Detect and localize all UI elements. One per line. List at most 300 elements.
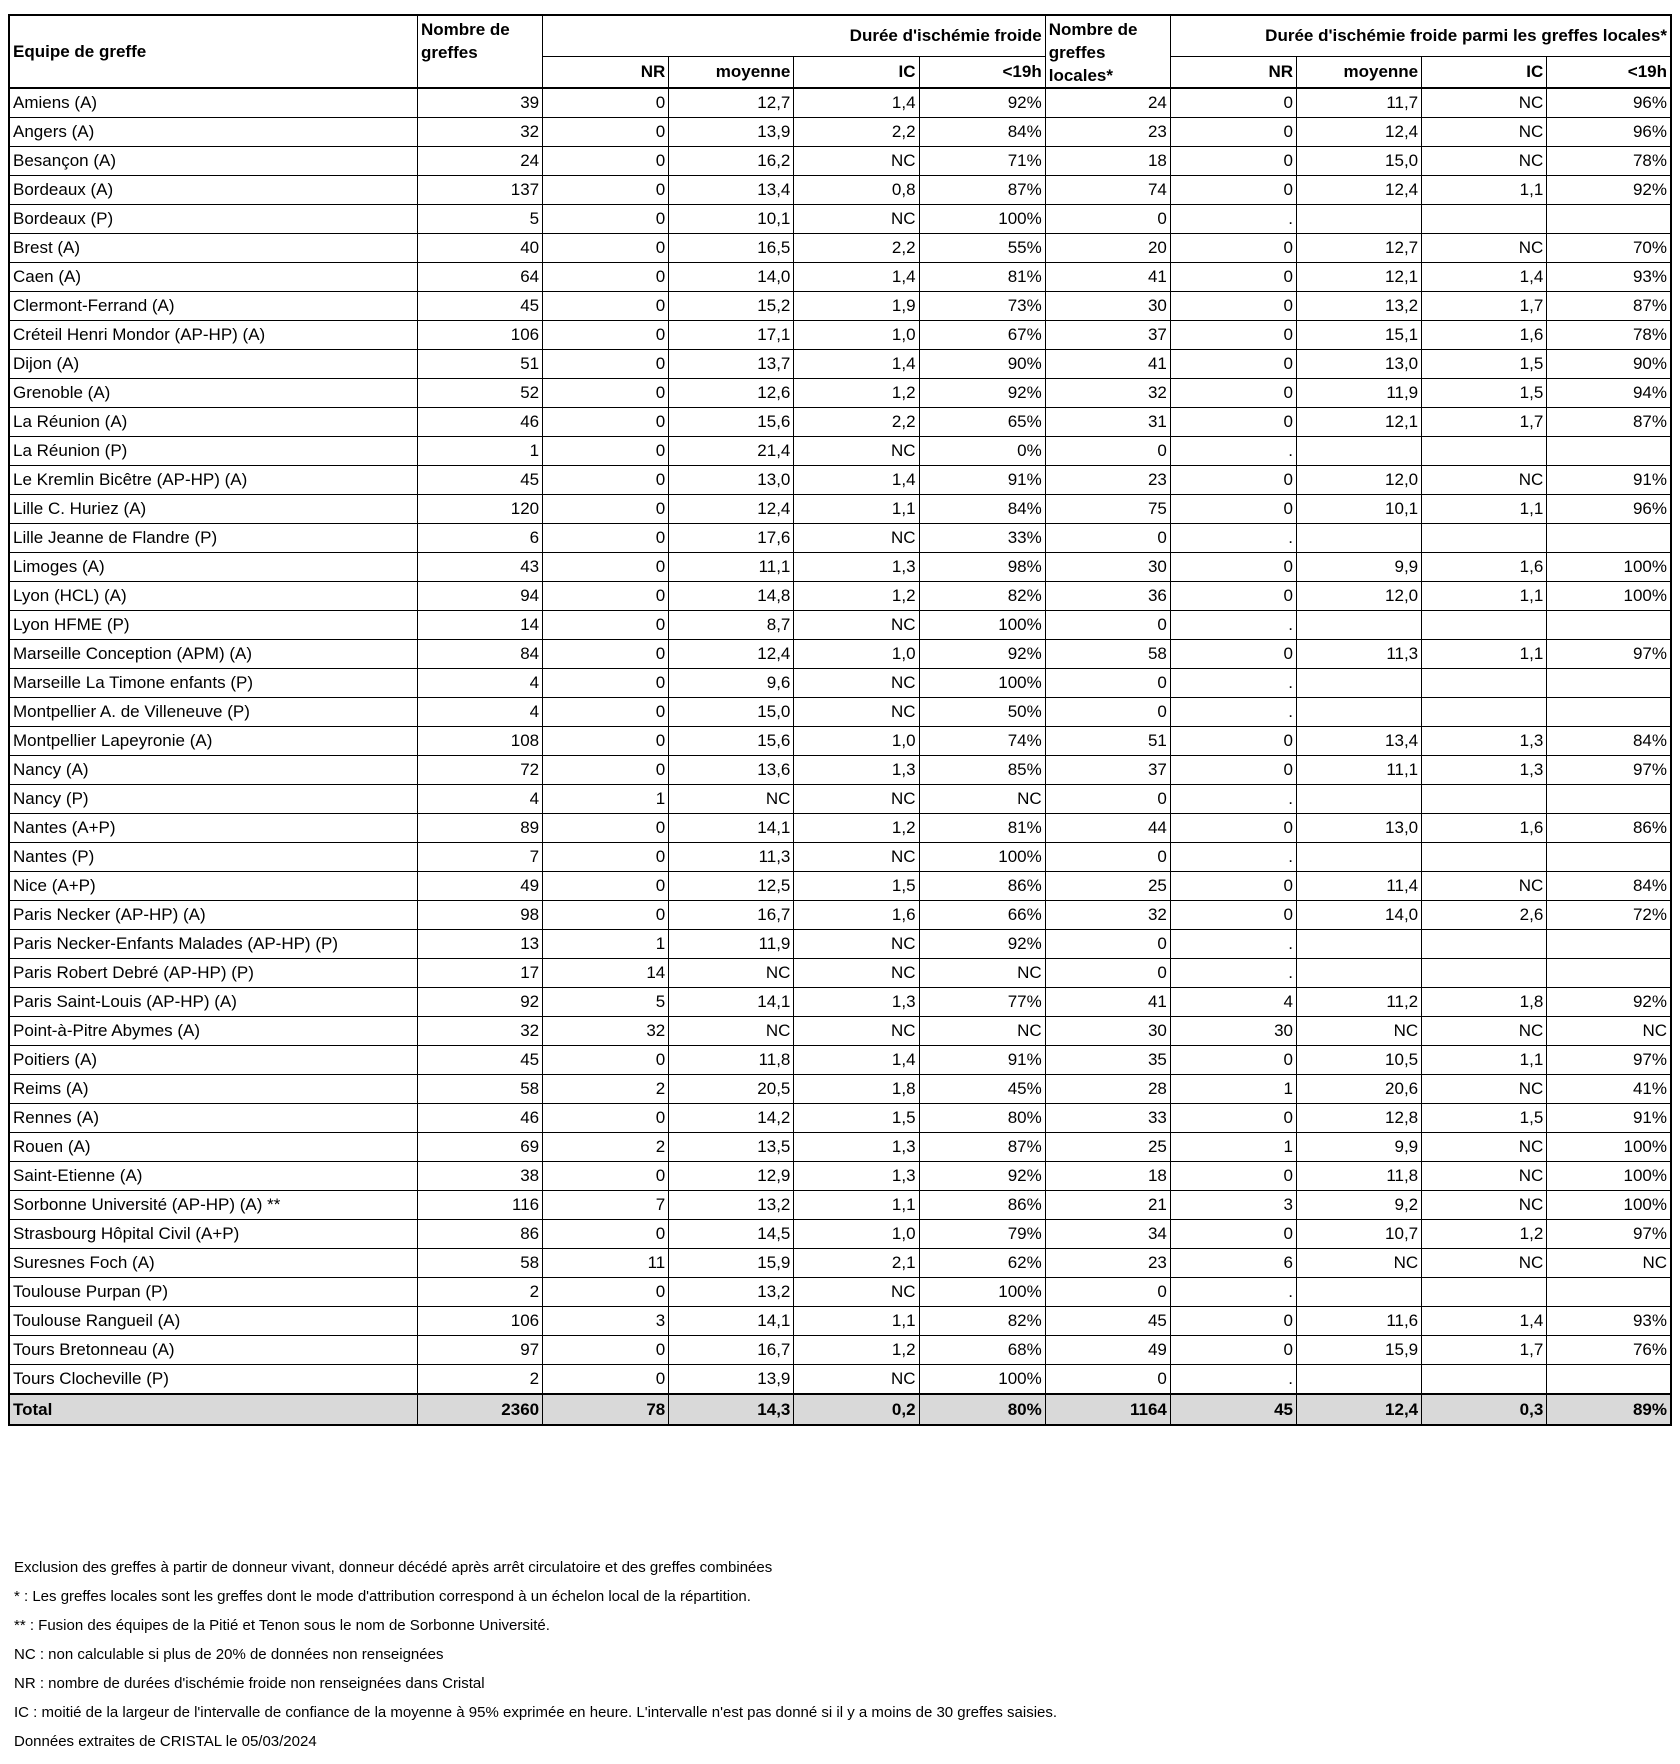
value-cell: 23	[1045, 118, 1170, 147]
value-cell: 14,0	[1297, 901, 1422, 930]
value-cell: 30	[1045, 553, 1170, 582]
value-cell: 0	[1170, 901, 1296, 930]
total-label-cell: Total	[9, 1394, 417, 1425]
value-cell: 1	[543, 930, 669, 959]
table-row	[9, 263, 1671, 292]
value-cell: 5	[417, 205, 542, 234]
table-row	[9, 1046, 1671, 1075]
value-cell: 1,5	[794, 1104, 919, 1133]
table-row	[9, 466, 1671, 495]
team-name-cell: Montpellier Lapeyronie (A)	[9, 727, 417, 756]
value-cell: 91%	[919, 1046, 1045, 1075]
value-cell: 0	[543, 727, 669, 756]
value-cell: 1,1	[1422, 582, 1547, 611]
value-cell: 12,4	[669, 640, 794, 669]
table-row	[9, 1191, 1671, 1220]
value-cell: 20,6	[1297, 1075, 1422, 1104]
value-cell: 67%	[919, 321, 1045, 350]
value-cell: 1	[543, 785, 669, 814]
value-cell: 0	[1170, 1307, 1296, 1336]
value-cell: 11,9	[669, 930, 794, 959]
value-cell: 0	[1045, 205, 1170, 234]
value-cell: 0	[543, 1220, 669, 1249]
value-cell: .	[1170, 698, 1296, 727]
value-cell: 12,1	[1297, 263, 1422, 292]
value-cell	[1547, 669, 1671, 698]
value-cell: 45	[417, 466, 542, 495]
header-local-ic: IC	[1422, 56, 1547, 88]
team-name-cell: Clermont-Ferrand (A)	[9, 292, 417, 321]
value-cell: 0	[543, 1278, 669, 1307]
value-cell: 58	[417, 1075, 542, 1104]
value-cell: 92%	[1547, 988, 1671, 1017]
value-cell: 0	[543, 1162, 669, 1191]
value-cell: 0	[543, 814, 669, 843]
value-cell: 86%	[1547, 814, 1671, 843]
value-cell: 0	[543, 582, 669, 611]
value-cell: 97%	[1547, 1220, 1671, 1249]
team-name-cell: Rennes (A)	[9, 1104, 417, 1133]
value-cell: 12,6	[669, 379, 794, 408]
value-cell: 0	[1170, 88, 1296, 118]
value-cell: 1,5	[794, 872, 919, 901]
value-cell: 10,5	[1297, 1046, 1422, 1075]
value-cell: 45	[417, 1046, 542, 1075]
value-cell: 87%	[1547, 292, 1671, 321]
value-cell	[1422, 524, 1547, 553]
value-cell: 137	[417, 176, 542, 205]
value-cell: 0	[1045, 611, 1170, 640]
value-cell: 0	[1170, 176, 1296, 205]
value-cell: 1,6	[1422, 321, 1547, 350]
value-cell: 41	[1045, 988, 1170, 1017]
value-cell: 1,6	[1422, 553, 1547, 582]
value-cell: 0	[1170, 553, 1296, 582]
value-cell: 1,0	[794, 321, 919, 350]
value-cell: 100%	[1547, 1191, 1671, 1220]
value-cell: .	[1170, 611, 1296, 640]
team-name-cell: Reims (A)	[9, 1075, 417, 1104]
value-cell: 3	[543, 1307, 669, 1336]
value-cell: 1,0	[794, 727, 919, 756]
value-cell: NC	[1422, 118, 1547, 147]
value-cell: 0	[543, 176, 669, 205]
value-cell: 1,6	[1422, 814, 1547, 843]
value-cell: 1,8	[1422, 988, 1547, 1017]
value-cell: .	[1170, 785, 1296, 814]
value-cell: 100%	[919, 611, 1045, 640]
value-cell: 14,1	[669, 988, 794, 1017]
value-cell: 8,7	[669, 611, 794, 640]
value-cell	[1297, 611, 1422, 640]
team-name-cell: La Réunion (A)	[9, 408, 417, 437]
value-cell: 16,5	[669, 234, 794, 263]
value-cell: 32	[1045, 901, 1170, 930]
team-name-cell: Paris Robert Debré (AP-HP) (P)	[9, 959, 417, 988]
value-cell: 84%	[919, 118, 1045, 147]
value-cell: 66%	[919, 901, 1045, 930]
value-cell: 100%	[1547, 582, 1671, 611]
value-cell: 86	[417, 1220, 542, 1249]
value-cell: 13,0	[1297, 814, 1422, 843]
value-cell: 32	[1045, 379, 1170, 408]
header-local-nr: NR	[1170, 56, 1296, 88]
value-cell: 13,9	[669, 1365, 794, 1395]
footnote-line: ** : Fusion des équipes de la Pitié et Tenon sous le nom de Sorbonne Université.	[14, 1617, 550, 1634]
table-row	[9, 756, 1671, 785]
value-cell: 0	[1045, 437, 1170, 466]
table-row	[9, 930, 1671, 959]
value-cell	[1297, 843, 1422, 872]
value-cell: 96%	[1547, 118, 1671, 147]
value-cell: 15,9	[669, 1249, 794, 1278]
value-cell: 78%	[1547, 147, 1671, 176]
value-cell	[1422, 205, 1547, 234]
table-row	[9, 408, 1671, 437]
value-cell: 33%	[919, 524, 1045, 553]
team-name-cell: La Réunion (P)	[9, 437, 417, 466]
value-cell: 9,9	[1297, 553, 1422, 582]
value-cell: NC	[794, 1278, 919, 1307]
team-name-cell: Lille C. Huriez (A)	[9, 495, 417, 524]
value-cell: 1	[1170, 1133, 1296, 1162]
value-cell: 82%	[919, 1307, 1045, 1336]
value-cell: 74%	[919, 727, 1045, 756]
value-cell: 23	[1045, 466, 1170, 495]
value-cell: 33	[1045, 1104, 1170, 1133]
team-name-cell: Poitiers (A)	[9, 1046, 417, 1075]
total-row	[9, 1394, 1671, 1425]
value-cell: 0%	[919, 437, 1045, 466]
value-cell: 1,3	[794, 1133, 919, 1162]
total-value-cell: 78	[543, 1394, 669, 1425]
value-cell: 30	[1045, 292, 1170, 321]
value-cell	[1547, 930, 1671, 959]
value-cell: 13,2	[669, 1191, 794, 1220]
value-cell: 0	[543, 1046, 669, 1075]
team-name-cell: Brest (A)	[9, 234, 417, 263]
value-cell: 86%	[919, 1191, 1045, 1220]
value-cell: 0	[543, 234, 669, 263]
value-cell: 116	[417, 1191, 542, 1220]
value-cell: 97%	[1547, 640, 1671, 669]
value-cell	[1547, 611, 1671, 640]
value-cell: NC	[1422, 234, 1547, 263]
value-cell: 15,0	[669, 698, 794, 727]
value-cell: 0	[1045, 1365, 1170, 1395]
value-cell	[1422, 698, 1547, 727]
value-cell: 35	[1045, 1046, 1170, 1075]
value-cell	[1422, 959, 1547, 988]
table-row	[9, 118, 1671, 147]
team-name-cell: Bordeaux (A)	[9, 176, 417, 205]
value-cell: 98	[417, 901, 542, 930]
value-cell: 72%	[1547, 901, 1671, 930]
value-cell: 0	[1045, 1278, 1170, 1307]
value-cell: 81%	[919, 263, 1045, 292]
team-name-cell: Limoges (A)	[9, 553, 417, 582]
value-cell: 12,4	[669, 495, 794, 524]
value-cell: 15,1	[1297, 321, 1422, 350]
value-cell: 0	[543, 292, 669, 321]
value-cell: 20,5	[669, 1075, 794, 1104]
team-name-cell: Bordeaux (P)	[9, 205, 417, 234]
value-cell: 69	[417, 1133, 542, 1162]
value-cell: 0	[1170, 1104, 1296, 1133]
value-cell: 86%	[919, 872, 1045, 901]
value-cell: 0	[1045, 669, 1170, 698]
value-cell	[1547, 205, 1671, 234]
value-cell: 98%	[919, 553, 1045, 582]
value-cell: 14	[543, 959, 669, 988]
value-cell: NC	[1297, 1249, 1422, 1278]
value-cell: 0	[543, 147, 669, 176]
table-row	[9, 437, 1671, 466]
value-cell: 15,6	[669, 408, 794, 437]
value-cell: 58	[1045, 640, 1170, 669]
table-row	[9, 1220, 1671, 1249]
value-cell: 74	[1045, 176, 1170, 205]
value-cell: 30	[1170, 1017, 1296, 1046]
table-row	[9, 988, 1671, 1017]
value-cell: 0	[1170, 1336, 1296, 1365]
table-row	[9, 1162, 1671, 1191]
value-cell	[1547, 437, 1671, 466]
team-name-cell: Nice (A+P)	[9, 872, 417, 901]
value-cell: 0	[543, 379, 669, 408]
total-value-cell: 1164	[1045, 1394, 1170, 1425]
value-cell: NC	[794, 785, 919, 814]
value-cell: NC	[919, 1017, 1045, 1046]
value-cell: 0	[1170, 872, 1296, 901]
total-value-cell: 2360	[417, 1394, 542, 1425]
value-cell: 14,1	[669, 814, 794, 843]
value-cell: NC	[1422, 1133, 1547, 1162]
team-name-cell: Saint-Etienne (A)	[9, 1162, 417, 1191]
value-cell	[1297, 1365, 1422, 1395]
table-row	[9, 727, 1671, 756]
value-cell: 108	[417, 727, 542, 756]
value-cell: 0	[1170, 466, 1296, 495]
value-cell: 0	[1170, 1220, 1296, 1249]
value-cell: 1,3	[794, 988, 919, 1017]
value-cell	[1547, 1365, 1671, 1395]
value-cell: 32	[543, 1017, 669, 1046]
value-cell: 1,3	[794, 1162, 919, 1191]
table-row	[9, 205, 1671, 234]
value-cell: 0	[1045, 785, 1170, 814]
value-cell: 93%	[1547, 1307, 1671, 1336]
value-cell: 1,1	[1422, 495, 1547, 524]
value-cell: 1,4	[794, 88, 919, 118]
team-name-cell: Besançon (A)	[9, 147, 417, 176]
value-cell: 11,3	[1297, 640, 1422, 669]
value-cell: 97	[417, 1336, 542, 1365]
header-ic: IC	[794, 56, 919, 88]
value-cell	[1422, 843, 1547, 872]
value-cell: NC	[1547, 1017, 1671, 1046]
value-cell: NC	[669, 785, 794, 814]
value-cell: 1,4	[794, 350, 919, 379]
value-cell: 92	[417, 988, 542, 1017]
value-cell: 32	[417, 1017, 542, 1046]
header-nr: NR	[543, 56, 669, 88]
team-name-cell: Nantes (A+P)	[9, 814, 417, 843]
value-cell: NC	[794, 930, 919, 959]
table-row	[9, 1017, 1671, 1046]
value-cell: NC	[1422, 1017, 1547, 1046]
table-row	[9, 321, 1671, 350]
value-cell: 85%	[919, 756, 1045, 785]
footnote-line: Exclusion des greffes à partir de donneur vivant, donneur décédé après arrêt circulatoire et des greffes combinées	[14, 1559, 773, 1576]
value-cell: 90%	[919, 350, 1045, 379]
value-cell: 0	[1170, 147, 1296, 176]
value-cell	[1422, 611, 1547, 640]
team-name-cell: Toulouse Purpan (P)	[9, 1278, 417, 1307]
value-cell: 2,2	[794, 408, 919, 437]
table-row	[9, 350, 1671, 379]
value-cell: 4	[417, 785, 542, 814]
value-cell: 14,1	[669, 1307, 794, 1336]
value-cell: 46	[417, 408, 542, 437]
value-cell: 1	[1170, 1075, 1296, 1104]
table-row	[9, 698, 1671, 727]
value-cell: 18	[1045, 147, 1170, 176]
value-cell: 25	[1045, 872, 1170, 901]
total-value-cell: 14,3	[669, 1394, 794, 1425]
total-value-cell: 12,4	[1297, 1394, 1422, 1425]
value-cell: 12,5	[669, 872, 794, 901]
value-cell: 32	[417, 118, 542, 147]
value-cell: 0	[543, 205, 669, 234]
value-cell: 17,1	[669, 321, 794, 350]
value-cell: 4	[417, 669, 542, 698]
value-cell: 1,5	[1422, 1104, 1547, 1133]
value-cell: 6	[417, 524, 542, 553]
footnote-line: IC : moitié de la largeur de l'intervalle de confiance de la moyenne à 95% exprimée en heure. L'intervalle n'est pas donné si il y a moins de 30 greffes saisies.	[14, 1704, 1058, 1721]
value-cell: 40	[417, 234, 542, 263]
value-cell: 50%	[919, 698, 1045, 727]
value-cell: 34	[1045, 1220, 1170, 1249]
value-cell: 14,0	[669, 263, 794, 292]
value-cell: 0	[543, 350, 669, 379]
header-nb-greffes: Nombre de greffes	[417, 15, 542, 88]
value-cell	[1422, 669, 1547, 698]
value-cell: 120	[417, 495, 542, 524]
value-cell: 1,3	[794, 553, 919, 582]
value-cell	[1297, 205, 1422, 234]
value-cell: NC	[794, 205, 919, 234]
value-cell: 84%	[919, 495, 1045, 524]
value-cell: 10,1	[1297, 495, 1422, 524]
value-cell: 65%	[919, 408, 1045, 437]
value-cell: 97%	[1547, 756, 1671, 785]
value-cell: 0	[1170, 379, 1296, 408]
value-cell: 9,6	[669, 669, 794, 698]
value-cell: 0	[1045, 959, 1170, 988]
value-cell: 84%	[1547, 727, 1671, 756]
value-cell: 1,7	[1422, 1336, 1547, 1365]
value-cell: 0	[543, 1104, 669, 1133]
total-value-cell: 45	[1170, 1394, 1296, 1425]
value-cell: 12,7	[1297, 234, 1422, 263]
value-cell: 41	[1045, 263, 1170, 292]
value-cell: 55%	[919, 234, 1045, 263]
value-cell: 41%	[1547, 1075, 1671, 1104]
value-cell: 13,2	[1297, 292, 1422, 321]
value-cell: NC	[1422, 872, 1547, 901]
header-local-lt19h: <19h	[1547, 56, 1671, 88]
team-name-cell: Nancy (P)	[9, 785, 417, 814]
value-cell: 20	[1045, 234, 1170, 263]
value-cell: 62%	[919, 1249, 1045, 1278]
value-cell: NC	[794, 611, 919, 640]
value-cell: 0	[543, 524, 669, 553]
value-cell	[1297, 524, 1422, 553]
value-cell: 12,1	[1297, 408, 1422, 437]
value-cell: 36	[1045, 582, 1170, 611]
value-cell: 13,7	[669, 350, 794, 379]
value-cell: 11,2	[1297, 988, 1422, 1017]
value-cell: 92%	[919, 930, 1045, 959]
value-cell: 100%	[1547, 1133, 1671, 1162]
value-cell: .	[1170, 437, 1296, 466]
value-cell	[1547, 785, 1671, 814]
value-cell: 14,8	[669, 582, 794, 611]
value-cell: 68%	[919, 1336, 1045, 1365]
value-cell: .	[1170, 1365, 1296, 1395]
team-name-cell: Rouen (A)	[9, 1133, 417, 1162]
value-cell	[1422, 437, 1547, 466]
value-cell: 15,9	[1297, 1336, 1422, 1365]
value-cell: 2,1	[794, 1249, 919, 1278]
value-cell: 10,1	[669, 205, 794, 234]
value-cell: 90%	[1547, 350, 1671, 379]
value-cell: 14,5	[669, 1220, 794, 1249]
value-cell: 12,4	[1297, 118, 1422, 147]
value-cell	[1297, 437, 1422, 466]
total-value-cell: 0,3	[1422, 1394, 1547, 1425]
value-cell: 13,9	[669, 118, 794, 147]
value-cell: NC	[794, 1365, 919, 1395]
value-cell: 13,5	[669, 1133, 794, 1162]
value-cell: 10,7	[1297, 1220, 1422, 1249]
value-cell: 23	[1045, 1249, 1170, 1278]
team-name-cell: Caen (A)	[9, 263, 417, 292]
value-cell: 0	[1045, 843, 1170, 872]
value-cell: 100%	[919, 669, 1045, 698]
value-cell: 0	[1170, 1162, 1296, 1191]
value-cell: NC	[1422, 1249, 1547, 1278]
value-cell: 2	[417, 1278, 542, 1307]
header-nb-locales: Nombre de greffes locales*	[1045, 15, 1170, 88]
value-cell: 0	[543, 553, 669, 582]
value-cell: 1,5	[1422, 350, 1547, 379]
value-cell: 11,1	[1297, 756, 1422, 785]
table-row	[9, 524, 1671, 553]
value-cell: NC	[1422, 147, 1547, 176]
table-row	[9, 814, 1671, 843]
value-cell: 0	[1170, 495, 1296, 524]
value-cell: 2,6	[1422, 901, 1547, 930]
table-row	[9, 1104, 1671, 1133]
value-cell: 1,4	[1422, 263, 1547, 292]
value-cell: 0	[543, 408, 669, 437]
total-value-cell: 80%	[919, 1394, 1045, 1425]
table-body	[9, 88, 1671, 1394]
value-cell: 1,2	[794, 379, 919, 408]
value-cell: 1,4	[794, 466, 919, 495]
